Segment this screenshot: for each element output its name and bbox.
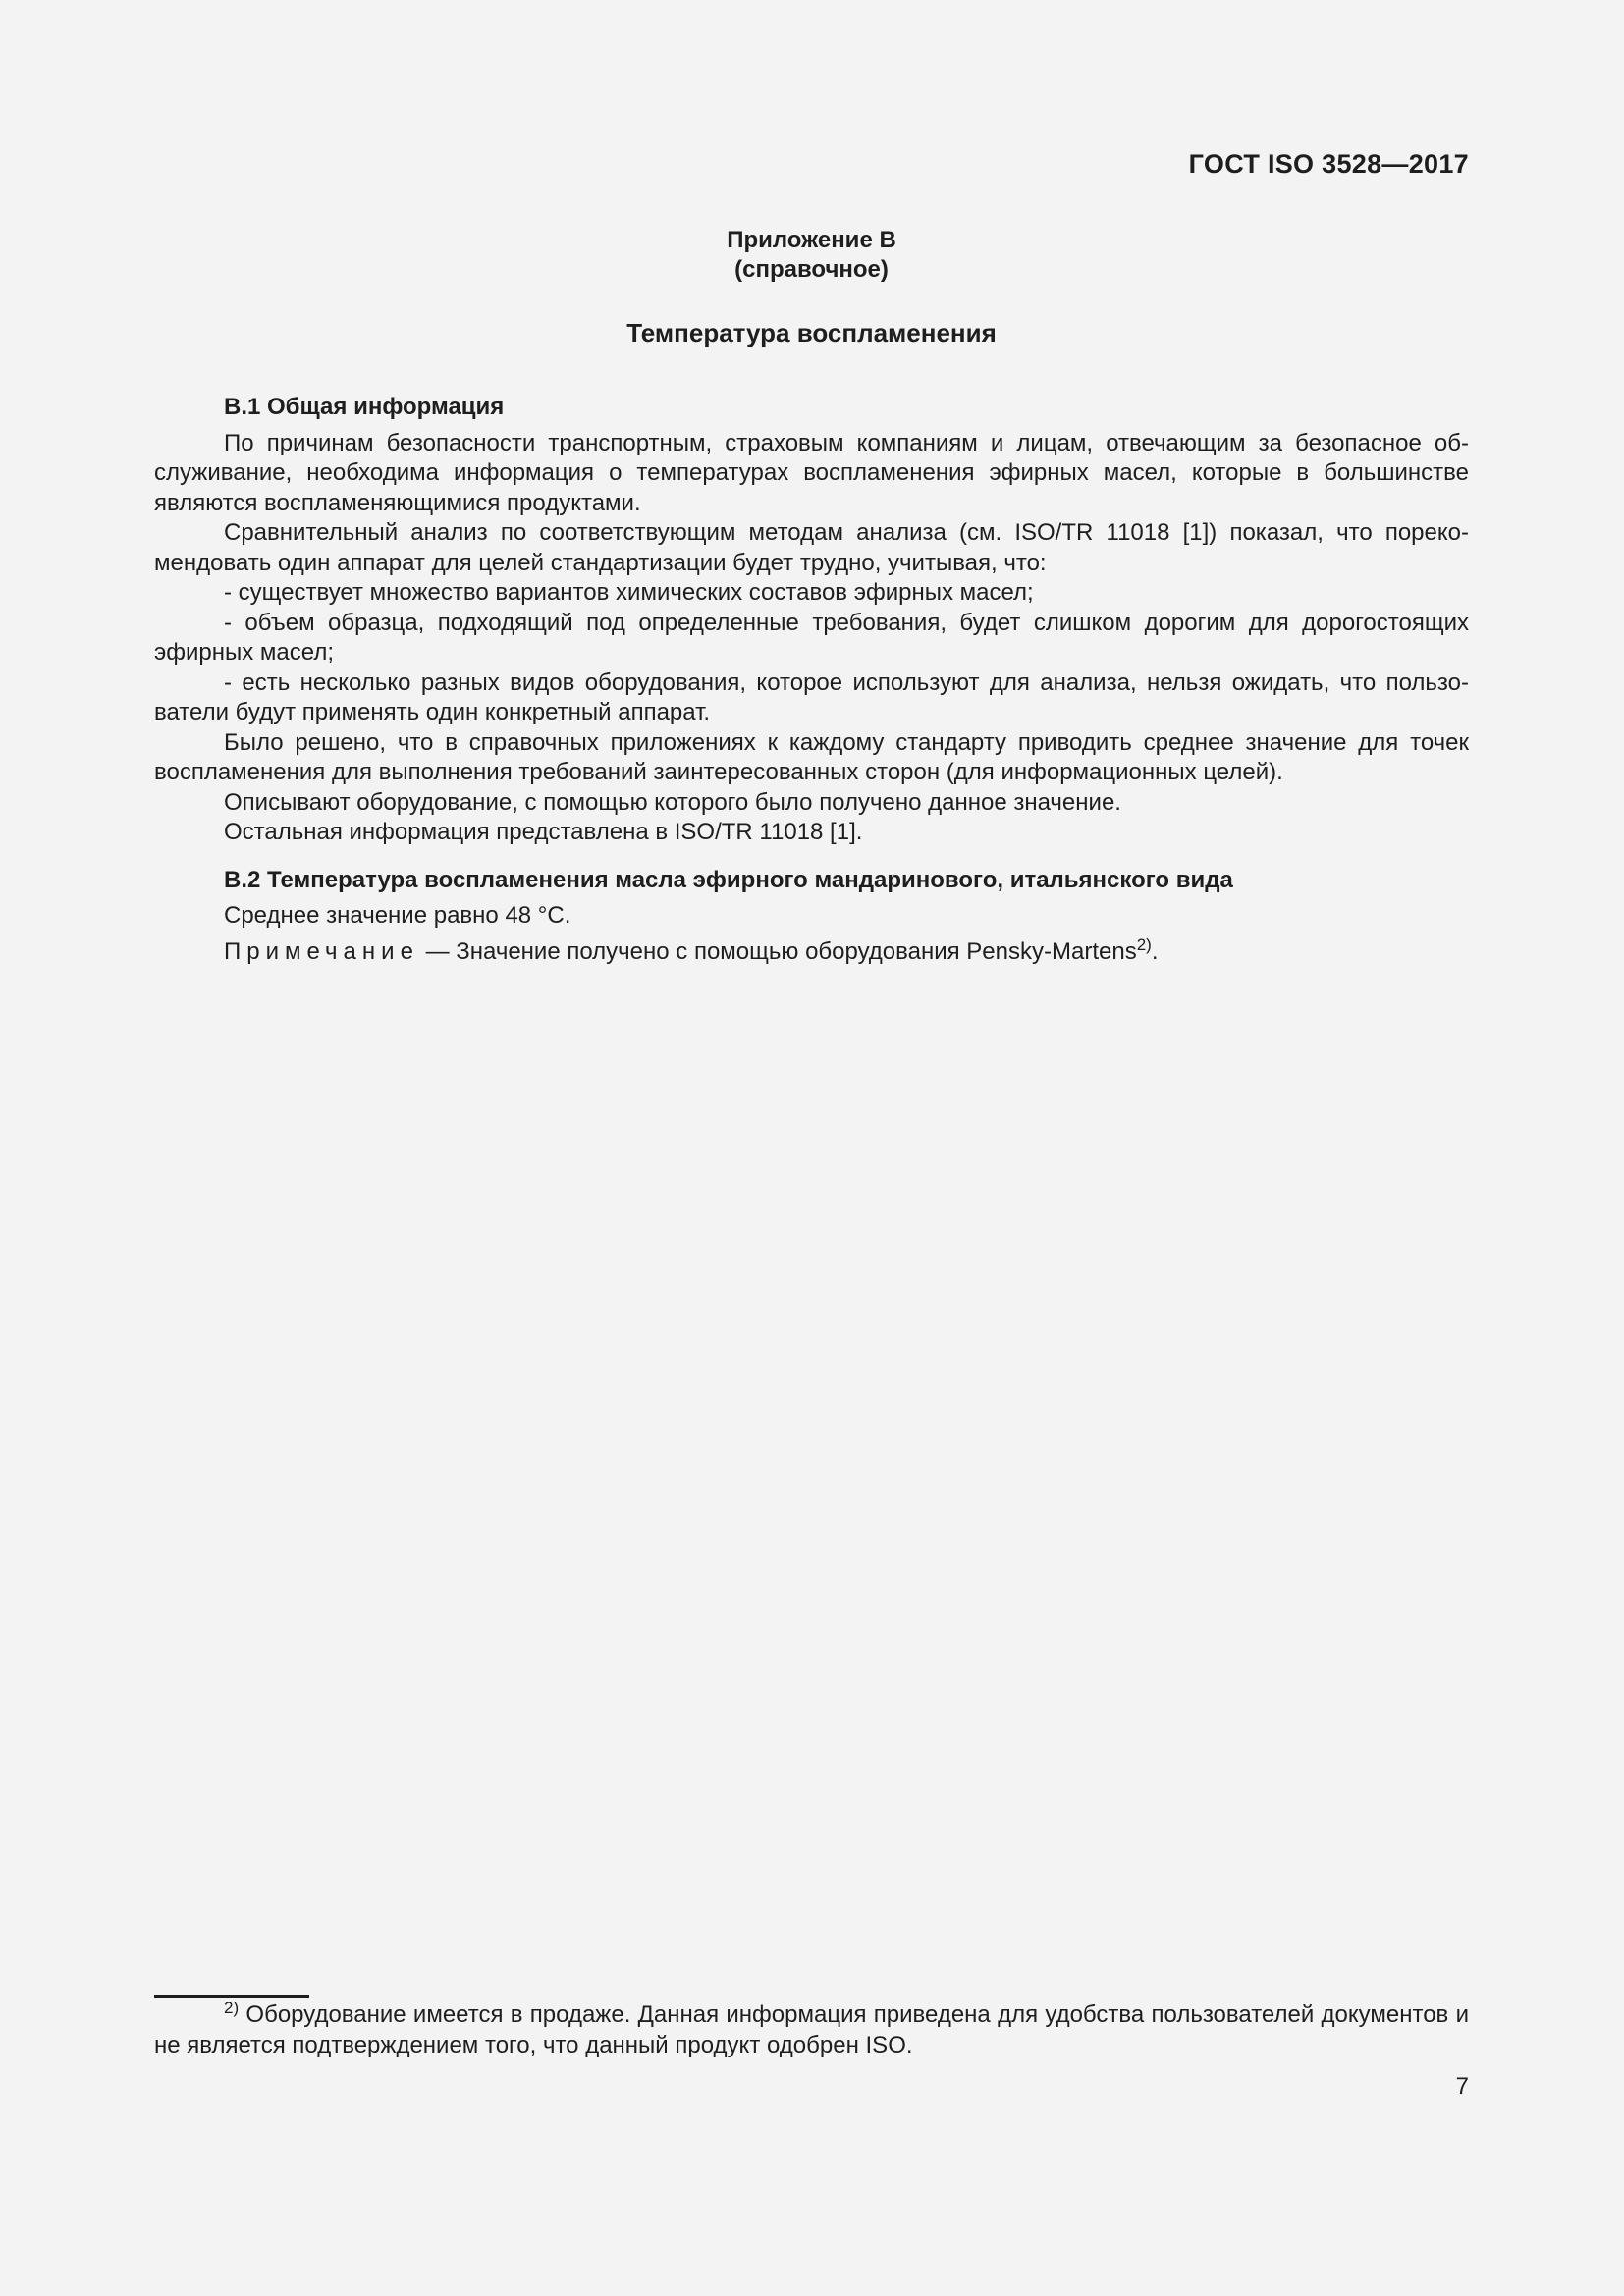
document-code: ГОСТ ISO 3528—2017: [1188, 149, 1469, 179]
paragraph: Остальная информация представлена в ISO/TR 11018 [1].: [224, 819, 863, 845]
footnote-marker: 2): [224, 1999, 240, 2017]
note: [154, 934, 1469, 968]
list-item: - есть несколько разных видов оборудования, которое используют для анализа, нельзя ожидать, что пользователи будут применять один конкретный аппарат.: [154, 668, 1469, 725]
paragraph: Описывают оборудование, с помощью которого было получено данное значение.: [224, 788, 1121, 816]
annex-body: [154, 393, 1469, 967]
paragraph: Было решено, что в справочных приложениях к каждому стандарту приводить среднее значение для точек воспламенения для выполнения требований заинтересованных сторон (для информационных целей).: [154, 728, 1469, 785]
annex-title-line2: (справочное): [734, 256, 889, 283]
note-text: — Значение получено с помощью оборудования Pensky-Martens: [418, 937, 1137, 965]
note-label: Примечание: [224, 937, 419, 965]
footnote-divider: [154, 1995, 309, 1998]
paragraph: Среднее значение равно 48 °С.: [224, 902, 571, 929]
section-heading-b2: В.2 Температура воспламенения масла эфирного мандаринового, итальянского вида: [224, 866, 1233, 893]
note-end: .: [1151, 937, 1159, 965]
paragraph: Сравнительный анализ по соответствующим методам анализа (см. ISO/TR 11018 [1]) показал, что порекомендовать один аппарат для целей стандартизации будет трудно, учитывая, что:: [154, 519, 1469, 576]
list-item: - существует множество вариантов химических составов эфирных масел;: [224, 579, 1034, 606]
annex-heading: Температура воспламенения: [626, 318, 997, 347]
footnote-reference[interactable]: 2): [1136, 934, 1152, 954]
annex-title-line1: Приложение В: [727, 227, 896, 253]
document-page: [154, 0, 1469, 2296]
page-number: 7: [1455, 2073, 1469, 2100]
section-heading-b1: В.1 Общая информация: [224, 394, 505, 420]
footnote: [154, 2001, 1469, 2060]
footnote-text: Оборудование имеется в продаже. Данная информация приведена для удобства пользователей документов и не является подтверждением того, что данный продукт одобрен ISO.: [154, 2002, 1469, 2058]
paragraph: По причинам безопасности транспортным, страховым компаниям и лицам, отвечающим за безопасное обслуживание, необходима информация о температурах воспламенения эфирных масел, которые в большинстве являются воспламеняющимися продуктами.: [154, 429, 1469, 516]
annex-title: [154, 226, 1469, 285]
list-item: - объем образца, подходящий под определенные требования, будет слишком дорогим для дорогостоящих эфирных масел;: [154, 609, 1469, 666]
